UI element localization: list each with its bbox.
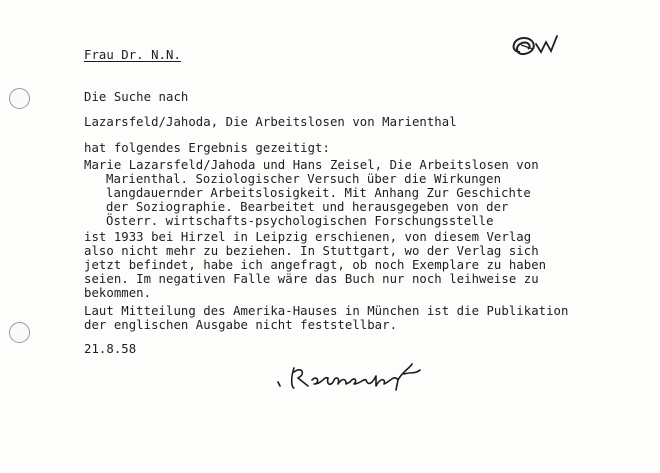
citation-line: der Soziographie. Bearbeitet und herausgegeben von der xyxy=(106,200,509,214)
citation-line: Österr. wirtschafts-psychologischen Forschungsstelle xyxy=(106,214,494,228)
body-line: seien. Im negativen Falle wäre das Buch nur noch leihweise zu xyxy=(84,272,539,286)
punch-hole xyxy=(9,322,30,343)
punch-hole xyxy=(9,88,30,109)
citation-line: langdauernder Arbeitslosigkeit. Mit Anhang Zur Geschichte xyxy=(106,186,531,200)
intro-line: Die Suche nach xyxy=(84,90,189,104)
citation-line: Marie Lazarsfeld/Jahoda und Hans Zeisel, Die Arbeitslosen von xyxy=(84,158,539,172)
book-title: Lazarsfeld/Jahoda, Die Arbeitslosen von Marienthal xyxy=(84,115,457,129)
result-intro: hat folgendes Ergebnis gezeitigt: xyxy=(84,141,330,155)
body-line: ist 1933 bei Hirzel in Leipzig erschienen, von diesem Verlag xyxy=(84,230,532,244)
note-line: Laut Mitteilung des Amerika-Hauses in München ist die Publikation xyxy=(84,304,569,318)
body-line: jetzt befindet, habe ich angefragt, ob noch Exemplare zu haben xyxy=(84,258,547,272)
initials-mark xyxy=(506,30,576,66)
citation-line: Marienthal. Soziologischer Versuch über die Wirkungen xyxy=(106,172,502,186)
addressee: Frau Dr. N.N. xyxy=(84,48,181,62)
signature xyxy=(272,360,432,396)
letter-date: 21.8.58 xyxy=(84,342,137,356)
note-line: der englischen Ausgabe nicht feststellbar. xyxy=(84,318,398,332)
body-line: bekommen. xyxy=(84,286,152,300)
body-line: also nicht mehr zu beziehen. In Stuttgart, wo der Verlag sich xyxy=(84,244,539,258)
